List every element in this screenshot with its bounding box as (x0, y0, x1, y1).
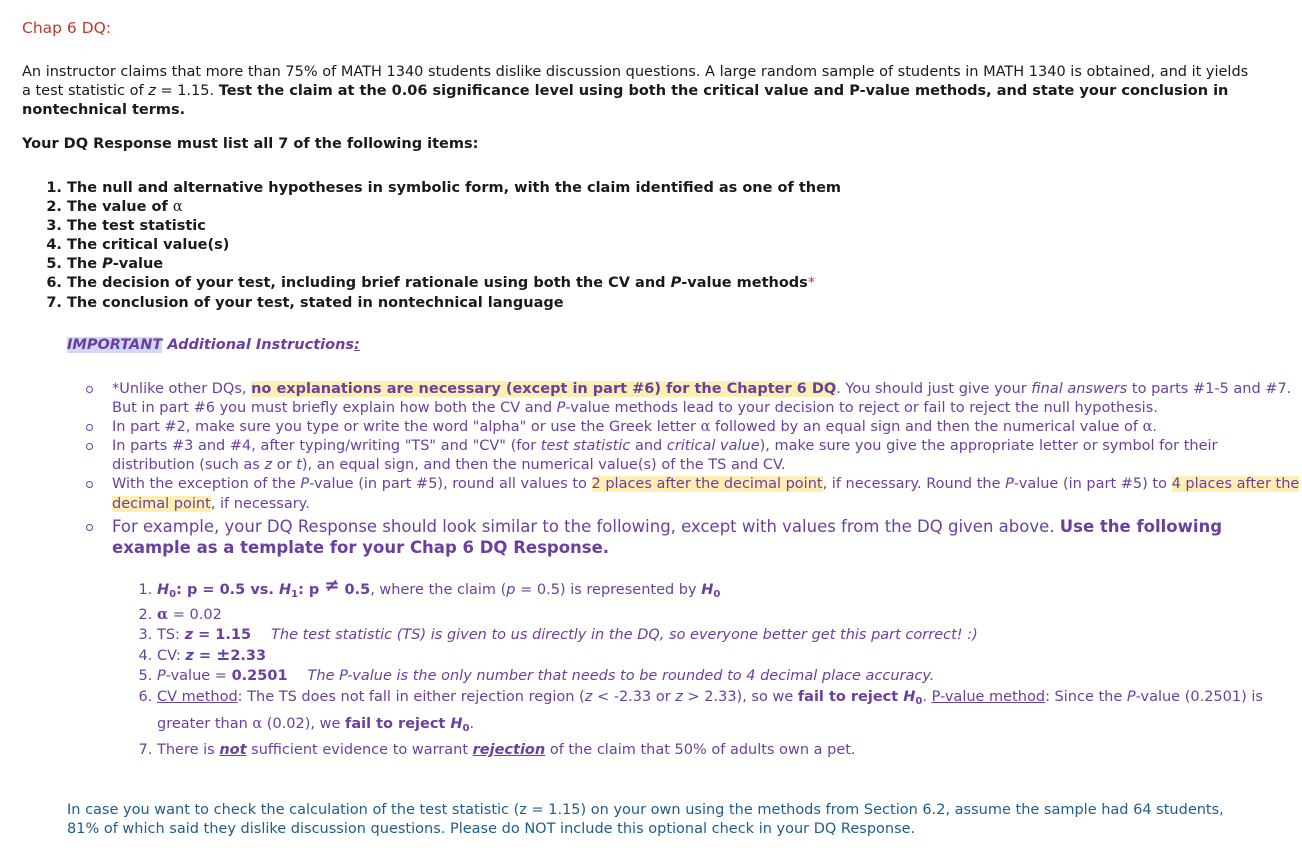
list-item: In parts #3 and #4, after typing/writing "TS" and "CV" (for test statistic and critical value), make sure you give the appropriate letter or symbol for their distribution (such as z or t), an equal sign, and then the numerical value(s) of the TS and CV. (112, 437, 1302, 475)
list-item: *Unlike other DQs, no explanations are necessary (except in part #6) for the Chapter 6 DQ. You should just give your final answers to parts #1-5 and #7. But in part #6 you must briefly explain how both the CV and P-value methods lead to your decision to reject or fail to reject the null hypothesis. (112, 380, 1302, 418)
list-item: 1. The null and alternative hypotheses in symbolic form, with the claim identified as one of them (67, 179, 841, 198)
list-item: In part #2, make sure you type or write the word "alpha" or use the Greek letter α followed by an equal sign and then the numerical value of α. (112, 418, 1302, 437)
important-label: IMPORTANT (67, 337, 163, 353)
list-item: 1. $H_0$: p = 0.5 vs. $H_1$: p ≠ 0.5, where the claim (p = 0.5) is represented by $H_0$ (157, 579, 1297, 605)
list-item: 3. TS: z = 1.15 The test statistic (TS) is given to us directly in the DQ, so everyone better get this part correct! :) (157, 625, 1297, 645)
list-item: With the exception of the P-value (in part #5), round all values to 2 places after the decimal point, if necessary. Round the P-value (in part #5) to 4 places after the decimal point, if necessary. (112, 475, 1302, 513)
alpha-symbol: α (172, 199, 183, 216)
list-item: 3. The test statistic (67, 217, 841, 236)
list-item: 5. P-value = 0.2501 The P-value is the only number that needs to be rounded to 4 decimal place accuracy. (157, 666, 1297, 686)
list-item: 2. α = 0.02 (157, 605, 1297, 625)
list-item: 7. The conclusion of your test, stated in nontechnical language (67, 294, 841, 313)
list-item: 4. CV: z = ±2.33 (157, 645, 1297, 666)
requirements-list (22, 179, 841, 313)
intro-paragraph: An instructor claims that more than 75% of MATH 1340 students dislike discussion questions. A large random sample of students in MATH 1340 is obtained, and it yields a test statistic of z = 1.15. Test the claim at the 0.06 significance level using both the critical value and P-value methods, and state your conclusion in nontechnical terms. (22, 64, 1249, 118)
list-item: 6. The decision of your test, including brief rationale using both the CV and P-value methods* (67, 274, 841, 293)
optional-check-note: In case you want to check the calculation of the test statistic (z = 1.15) on your own using the methods from Section 6.2, assume the sample had 64 students, 81% of which said they dislike discussion questions. Please do NOT include this optional check in your DQ Response. (67, 802, 1224, 837)
list-item: 5. The P-value (67, 255, 841, 274)
list-item: 4. The critical value(s) (67, 236, 841, 255)
instructions-list (67, 380, 1302, 558)
list-item: 6. CV method: The TS does not fall in either rejection region (z < -2.33 or z > 2.33), so we fail to reject $H_0$. P-value method: Since the P-value (0.2501) is greater than α (0.02), we fail to reject $H_0$. (157, 686, 1297, 740)
footnote-star: * (807, 275, 816, 292)
important-heading: IMPORTANT Additional Instructions: (67, 337, 360, 353)
list-item: For example, your DQ Response should look similar to the following, except with values from the DQ given above. Use the following example as a template for your Chap 6 DQ Response. (112, 516, 1302, 558)
page-title: Chap 6 DQ: (22, 19, 112, 37)
list-item: 2. The value of α (67, 198, 841, 217)
requirements-heading: Your DQ Response must list all 7 of the following items: (22, 136, 479, 152)
example-list (112, 575, 1297, 760)
claim-task: Test the claim at the 0.06 significance level using both the critical value and P-value methods, and state your conclusion in nontechnical terms. (22, 83, 1229, 118)
list-item: 7. There is not sufficient evidence to warrant rejection of the claim that 50% of adults own a pet. (157, 740, 1297, 760)
